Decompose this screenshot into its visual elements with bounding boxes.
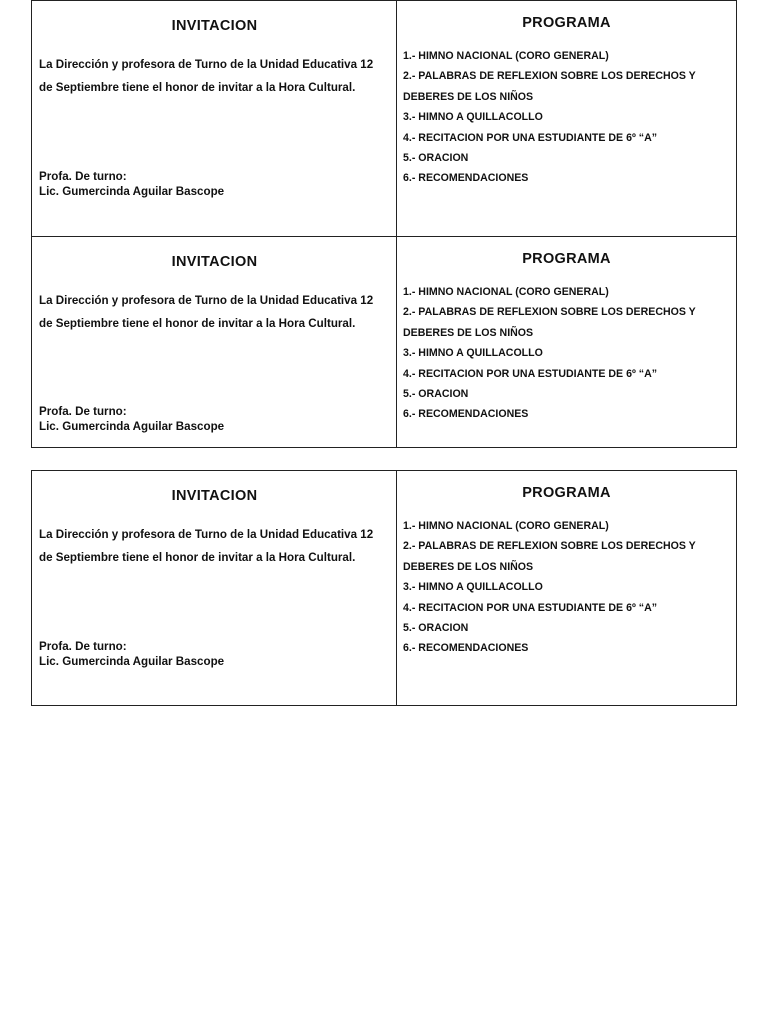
program-item: 5.- ORACION [403,388,469,401]
invitation-title: INVITACION [171,18,258,34]
program-item: 4.- RECITACION POR UNA ESTUDIANTE DE 6º “A” [403,367,658,380]
invitation-panel [32,237,397,447]
signature-role: Profa. De turno: [39,170,127,183]
invitation-signature [39,169,224,199]
signature-name: Lic. Gumercinda Aguilar Bascope [39,655,225,668]
program-title: PROGRAMA [522,251,611,267]
program-item: 1.- HIMNO NACIONAL (CORO GENERAL) [403,50,609,62]
program-title: PROGRAMA [522,485,611,501]
invitation-body: La Dirección y profesora de Turno de la Unidad Educativa 12 de Septiembre tiene el honor de invitar a la Hora Cultural. [39,294,374,330]
program-item: 2.- PALABRAS DE REFLEXION SOBRE LOS DERECHOS Y DEBERES DE LOS NIÑOS [403,70,696,103]
invitation-body: La Dirección y profesora de Turno de la Unidad Educativa 12 de Septiembre tiene el honor de invitar a la Hora Cultural. [39,58,374,94]
invitation-title: INVITACION [171,488,258,504]
invitation-card [31,470,737,706]
program-item: 1.- HIMNO NACIONAL (CORO GENERAL) [403,520,609,532]
program-item: 6.- RECOMENDACIONES [403,172,529,185]
signature-name: Lic. Gumercinda Aguilar Bascope [39,185,225,198]
program-item: 5.- ORACION [403,622,469,635]
program-panel [397,1,736,236]
program-item: 2.- PALABRAS DE REFLEXION SOBRE LOS DERECHOS Y DEBERES DE LOS NIÑOS [403,306,696,339]
program-list [403,516,733,659]
program-item: 2.- PALABRAS DE REFLEXION SOBRE LOS DERECHOS Y DEBERES DE LOS NIÑOS [403,540,696,573]
program-item: 6.- RECOMENDACIONES [403,408,529,421]
program-item: 3.- HIMNO A QUILLACOLLO [403,111,543,124]
program-item: 5.- ORACION [403,152,469,165]
signature-role: Profa. De turno: [39,640,127,653]
invitation-panel [32,1,397,236]
invitation-card [31,0,737,237]
program-item: 4.- RECITACION POR UNA ESTUDIANTE DE 6º “A” [403,601,658,614]
invitation-signature [39,639,224,669]
invitation-title: INVITACION [171,254,258,270]
program-list [403,282,733,425]
program-list [403,46,733,189]
program-item: 1.- HIMNO NACIONAL (CORO GENERAL) [403,286,609,298]
signature-role: Profa. De turno: [39,405,127,418]
invitation-card [31,236,737,448]
program-panel [397,471,736,705]
program-item: 4.- RECITACION POR UNA ESTUDIANTE DE 6º “A” [403,131,658,144]
program-title: PROGRAMA [522,15,611,31]
program-item: 6.- RECOMENDACIONES [403,642,529,655]
program-panel [397,237,736,447]
invitation-signature [39,404,224,434]
program-item: 3.- HIMNO A QUILLACOLLO [403,581,543,594]
program-item: 3.- HIMNO A QUILLACOLLO [403,347,543,360]
invitation-body: La Dirección y profesora de Turno de la Unidad Educativa 12 de Septiembre tiene el honor de invitar a la Hora Cultural. [39,528,374,564]
signature-name: Lic. Gumercinda Aguilar Bascope [39,420,225,433]
invitation-panel [32,471,397,705]
